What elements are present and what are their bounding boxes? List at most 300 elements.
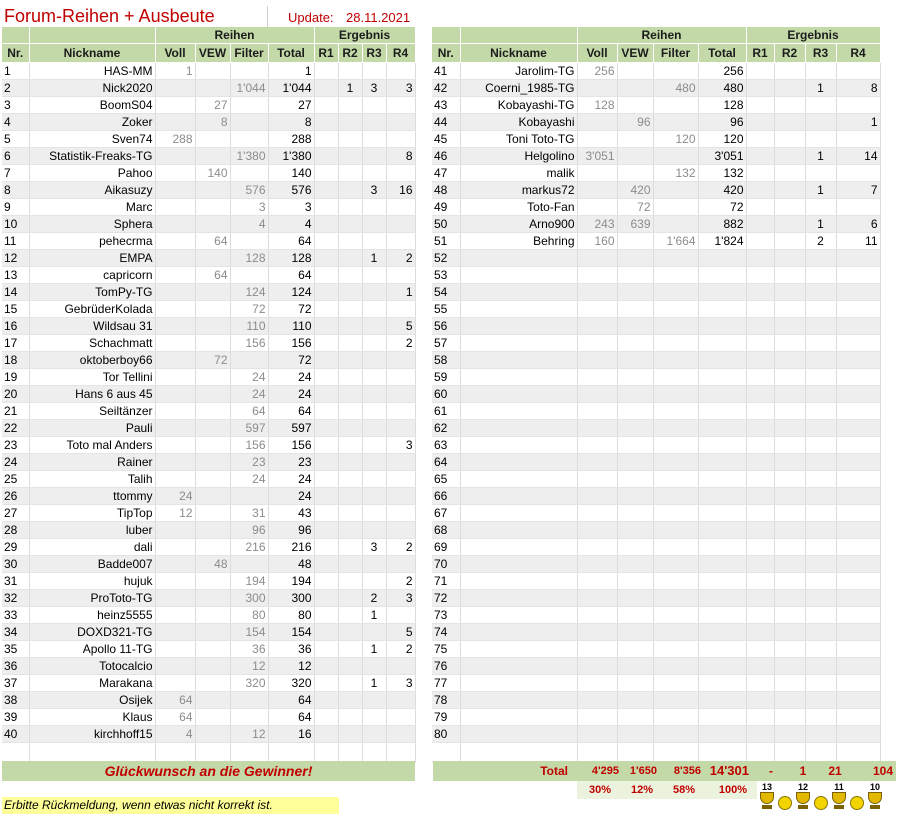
cell-nr: 71 <box>432 573 460 590</box>
cell-voll <box>577 471 617 488</box>
cell-nr: 69 <box>432 539 460 556</box>
cell-r4: 1 <box>386 284 415 301</box>
table-row <box>432 352 880 369</box>
cell-filter <box>653 522 698 539</box>
table-row <box>432 199 880 216</box>
cell-r3 <box>805 692 836 709</box>
cell-r1 <box>746 437 774 454</box>
column-header-nr: Nr. <box>432 44 460 63</box>
cell-nr: 30 <box>2 556 29 573</box>
cell-r3: 3 <box>362 539 386 556</box>
table-row <box>432 471 880 488</box>
cell-r1 <box>746 590 774 607</box>
cell-nick: Schachmatt <box>29 335 155 352</box>
table-row <box>2 556 415 573</box>
cell-nick <box>460 709 577 726</box>
cell-r1 <box>314 607 338 624</box>
cell-r3 <box>362 199 386 216</box>
cell-nick: DOXD321-TG <box>29 624 155 641</box>
table-row <box>432 692 880 709</box>
cell-r1 <box>746 369 774 386</box>
cell-nick: Behring <box>460 233 577 250</box>
cell-nick <box>460 573 577 590</box>
cell-r2 <box>774 182 805 199</box>
cell-r1 <box>314 522 338 539</box>
cell-r3: 3 <box>362 182 386 199</box>
winner-badges <box>758 782 898 814</box>
cell-r4 <box>386 709 415 726</box>
cell-voll <box>155 641 195 658</box>
cell-r1 <box>746 114 774 131</box>
cell-filter <box>653 471 698 488</box>
cell-nick: markus72 <box>460 182 577 199</box>
cell-r2 <box>774 556 805 573</box>
cell-vew <box>195 675 230 692</box>
column-header-nr: Nr. <box>2 44 29 63</box>
cell-nick: Aikasuzy <box>29 182 155 199</box>
cell-filter <box>653 386 698 403</box>
cell-total: 12 <box>268 658 314 675</box>
cell-voll <box>577 658 617 675</box>
cell-filter: 72 <box>230 301 268 318</box>
cell-nr: 18 <box>2 352 29 369</box>
cell-filter <box>230 97 268 114</box>
cell-r2 <box>338 267 362 284</box>
cell-r4 <box>836 97 880 114</box>
cell-nick <box>460 420 577 437</box>
cell-nr: 45 <box>432 131 460 148</box>
cell-nick <box>460 522 577 539</box>
cell-nr: 4 <box>2 114 29 131</box>
cell-r3 <box>362 301 386 318</box>
cell-r3 <box>362 454 386 471</box>
cell-total <box>698 471 746 488</box>
cell-nick <box>460 454 577 471</box>
cell-r4 <box>386 454 415 471</box>
table-row <box>2 165 415 182</box>
cell-nick: BoomS04 <box>29 97 155 114</box>
cell-r4 <box>836 488 880 505</box>
total-vew: 1'650 <box>629 765 657 777</box>
cell-voll <box>577 267 617 284</box>
cell-r1 <box>746 63 774 80</box>
table-row <box>2 692 415 709</box>
cell-r3 <box>362 403 386 420</box>
cell-nr: 1 <box>2 63 29 80</box>
cell-r3 <box>362 471 386 488</box>
cell-vew <box>617 522 653 539</box>
cell-vew <box>617 97 653 114</box>
cell-r4: 1 <box>836 114 880 131</box>
spacer-cell <box>836 743 880 763</box>
cell-r1 <box>314 641 338 658</box>
cell-r4: 8 <box>836 80 880 97</box>
cell-total <box>698 641 746 658</box>
cell-total: 1'044 <box>268 80 314 97</box>
cell-r3 <box>805 709 836 726</box>
cell-vew <box>195 420 230 437</box>
cell-nick: Kobayashi-TG <box>460 97 577 114</box>
cell-total <box>698 573 746 590</box>
cell-r1 <box>314 403 338 420</box>
cell-r1 <box>314 114 338 131</box>
cell-r1 <box>746 607 774 624</box>
cell-r2 <box>774 692 805 709</box>
cell-r2 <box>774 199 805 216</box>
cell-nr: 7 <box>2 165 29 182</box>
cell-nr: 31 <box>2 573 29 590</box>
cell-r1 <box>314 709 338 726</box>
cell-total <box>698 369 746 386</box>
cell-r3 <box>362 437 386 454</box>
cell-voll <box>577 607 617 624</box>
cell-nr: 29 <box>2 539 29 556</box>
cell-r2 <box>338 318 362 335</box>
cell-r4: 5 <box>386 318 415 335</box>
cell-r1 <box>746 284 774 301</box>
cell-r2 <box>774 658 805 675</box>
cell-r3 <box>805 539 836 556</box>
cell-voll: 4 <box>155 726 195 743</box>
cell-nr: 62 <box>432 420 460 437</box>
cell-filter: 128 <box>230 250 268 267</box>
cell-nick <box>460 352 577 369</box>
cell-vew <box>195 284 230 301</box>
cell-r4 <box>836 624 880 641</box>
table-row <box>432 80 880 97</box>
cell-r3 <box>805 250 836 267</box>
header-group-ergebnis: Ergebnis <box>314 27 415 44</box>
cell-r2 <box>338 539 362 556</box>
cell-r1 <box>314 573 338 590</box>
cell-r2: 1 <box>338 80 362 97</box>
cell-r4 <box>386 726 415 743</box>
cell-vew <box>195 692 230 709</box>
cell-filter <box>653 692 698 709</box>
cell-nr: 36 <box>2 658 29 675</box>
cell-filter <box>653 352 698 369</box>
cell-r4 <box>386 505 415 522</box>
cell-r2 <box>774 97 805 114</box>
column-header-filter: Filter <box>230 44 268 63</box>
cell-r4 <box>836 301 880 318</box>
cell-nick: Totocalcio <box>29 658 155 675</box>
cell-filter <box>653 539 698 556</box>
cell-vew <box>617 488 653 505</box>
cell-r4 <box>386 471 415 488</box>
cell-filter <box>230 114 268 131</box>
spacer-cell <box>577 743 617 763</box>
table-row <box>432 403 880 420</box>
cell-total <box>698 318 746 335</box>
cell-total <box>698 352 746 369</box>
cell-total <box>698 590 746 607</box>
cell-r3 <box>362 726 386 743</box>
cell-nr: 79 <box>432 709 460 726</box>
cell-vew: 420 <box>617 182 653 199</box>
cell-r1 <box>314 352 338 369</box>
spacer-cell <box>155 743 195 763</box>
cell-vew <box>195 437 230 454</box>
cell-total <box>698 284 746 301</box>
cell-r4 <box>836 250 880 267</box>
cell-nick <box>460 658 577 675</box>
cell-nr: 66 <box>432 488 460 505</box>
table-row <box>2 148 415 165</box>
cell-r4 <box>836 335 880 352</box>
cell-r3 <box>362 624 386 641</box>
cell-nr: 5 <box>2 131 29 148</box>
cell-filter <box>230 488 268 505</box>
cell-vew <box>617 590 653 607</box>
cell-filter <box>230 63 268 80</box>
cell-filter <box>230 233 268 250</box>
cell-voll <box>155 335 195 352</box>
feedback-note: Erbitte Rückmeldung, wenn etwas nicht korrekt ist. <box>2 797 339 814</box>
table-row <box>2 131 415 148</box>
cell-r4 <box>386 386 415 403</box>
cell-r3: 3 <box>362 80 386 97</box>
cell-vew <box>617 658 653 675</box>
cell-filter: 24 <box>230 386 268 403</box>
cell-r2 <box>338 726 362 743</box>
cell-r3: 1 <box>805 148 836 165</box>
pct-voll: 30% <box>588 784 611 796</box>
cell-r4 <box>386 488 415 505</box>
cell-nick: EMPA <box>29 250 155 267</box>
cell-r1 <box>746 165 774 182</box>
cell-voll <box>155 590 195 607</box>
cell-voll <box>155 454 195 471</box>
table-row <box>432 454 880 471</box>
cell-r3 <box>805 386 836 403</box>
header-group-reihen: Reihen <box>577 27 746 44</box>
cell-vew <box>195 369 230 386</box>
header-group-reihen: Reihen <box>155 27 314 44</box>
cell-voll <box>577 114 617 131</box>
cell-filter <box>230 352 268 369</box>
cell-r4 <box>836 692 880 709</box>
cell-voll <box>155 539 195 556</box>
table-row <box>432 437 880 454</box>
cell-r1 <box>314 420 338 437</box>
cell-filter: 154 <box>230 624 268 641</box>
cell-filter <box>230 692 268 709</box>
table-row <box>2 80 415 97</box>
cell-voll <box>577 386 617 403</box>
table-row <box>2 454 415 471</box>
table-row <box>432 267 880 284</box>
column-header-r2: R2 <box>338 44 362 63</box>
cell-r2 <box>774 335 805 352</box>
cell-filter <box>653 454 698 471</box>
cell-r3 <box>805 267 836 284</box>
cell-filter <box>653 369 698 386</box>
cell-nick: ProToto-TG <box>29 590 155 607</box>
cell-nr: 75 <box>432 641 460 658</box>
cell-voll <box>577 488 617 505</box>
cell-nr: 64 <box>432 454 460 471</box>
cell-r2 <box>774 284 805 301</box>
cell-total <box>698 267 746 284</box>
cell-r1 <box>746 488 774 505</box>
cell-r1 <box>746 182 774 199</box>
table-row <box>2 335 415 352</box>
cell-voll <box>155 386 195 403</box>
cell-total <box>698 522 746 539</box>
cell-total: 96 <box>698 114 746 131</box>
cell-filter <box>653 97 698 114</box>
table-row <box>432 573 880 590</box>
table-row <box>2 352 415 369</box>
cell-r2 <box>338 573 362 590</box>
cell-voll <box>577 539 617 556</box>
cell-nick <box>460 726 577 743</box>
cell-nr: 46 <box>432 148 460 165</box>
column-header-nickname: Nickname <box>460 44 577 63</box>
cell-r2 <box>338 692 362 709</box>
cell-r3 <box>805 590 836 607</box>
cell-r4: 14 <box>836 148 880 165</box>
cell-r2 <box>774 386 805 403</box>
cell-nr: 35 <box>2 641 29 658</box>
cell-vew <box>617 437 653 454</box>
cell-r3 <box>362 369 386 386</box>
column-header-r1: R1 <box>314 44 338 63</box>
cell-voll <box>155 284 195 301</box>
cell-vew <box>195 539 230 556</box>
cell-r2 <box>774 709 805 726</box>
cell-nr: 14 <box>2 284 29 301</box>
trophy-label: 11 <box>834 782 844 792</box>
cell-r1 <box>314 539 338 556</box>
table-row <box>2 386 415 403</box>
cell-total: 120 <box>698 131 746 148</box>
table-row <box>2 301 415 318</box>
cell-nr: 72 <box>432 590 460 607</box>
cell-r4 <box>386 63 415 80</box>
cell-filter <box>653 216 698 233</box>
cell-r2 <box>774 437 805 454</box>
cell-filter <box>653 624 698 641</box>
cell-total <box>698 454 746 471</box>
cell-r1 <box>746 148 774 165</box>
column-header-vew: VEW <box>617 44 653 63</box>
cell-nick: heinz5555 <box>29 607 155 624</box>
cell-r1 <box>746 522 774 539</box>
cell-voll <box>577 641 617 658</box>
cell-vew: 8 <box>195 114 230 131</box>
cell-r3 <box>805 97 836 114</box>
header-blank <box>432 27 460 44</box>
cell-r1 <box>746 131 774 148</box>
cell-filter <box>653 488 698 505</box>
table-row <box>2 267 415 284</box>
table-row <box>2 488 415 505</box>
cell-r2 <box>338 301 362 318</box>
cell-total: 1'380 <box>268 148 314 165</box>
cell-r3 <box>805 437 836 454</box>
cell-r3: 1 <box>805 182 836 199</box>
cell-voll <box>155 556 195 573</box>
cell-filter <box>653 675 698 692</box>
cell-total <box>698 386 746 403</box>
cell-r3 <box>362 556 386 573</box>
cell-nick: Osijek <box>29 692 155 709</box>
spacer-cell <box>195 743 230 763</box>
cell-r3 <box>805 63 836 80</box>
column-header-total: Total <box>268 44 314 63</box>
cell-voll: 1 <box>155 63 195 80</box>
cell-r1 <box>746 352 774 369</box>
cell-r4 <box>386 97 415 114</box>
table-row <box>2 590 415 607</box>
cell-r2 <box>338 369 362 386</box>
cell-voll <box>155 624 195 641</box>
cell-r3 <box>805 607 836 624</box>
cell-r4 <box>836 607 880 624</box>
total-voll: 4'295 <box>591 765 619 777</box>
cell-nick: oktoberboy66 <box>29 352 155 369</box>
cell-nick: Pahoo <box>29 165 155 182</box>
cell-r2 <box>774 726 805 743</box>
cell-voll <box>577 437 617 454</box>
column-header-r4: R4 <box>836 44 880 63</box>
cell-r2 <box>338 556 362 573</box>
cell-nick: Zoker <box>29 114 155 131</box>
cell-voll <box>155 148 195 165</box>
cell-total: 80 <box>268 607 314 624</box>
cell-filter: 3 <box>230 199 268 216</box>
cell-nick: HAS-MM <box>29 63 155 80</box>
cell-nr: 48 <box>432 182 460 199</box>
pct-filter: 58% <box>672 784 695 796</box>
table-row <box>432 97 880 114</box>
cell-r1 <box>314 386 338 403</box>
cell-vew: 96 <box>617 114 653 131</box>
column-header-r3: R3 <box>805 44 836 63</box>
cell-total: 64 <box>268 403 314 420</box>
cell-vew <box>195 624 230 641</box>
cell-r4 <box>836 386 880 403</box>
cell-vew <box>617 709 653 726</box>
cell-voll <box>155 199 195 216</box>
cell-r2 <box>774 641 805 658</box>
cell-vew <box>617 352 653 369</box>
cell-r2 <box>338 63 362 80</box>
cell-nick: ttommy <box>29 488 155 505</box>
cell-total: 300 <box>268 590 314 607</box>
total-r4: 104 <box>872 764 893 778</box>
cell-r3 <box>362 505 386 522</box>
update-date: 28.11.2021 <box>346 10 411 25</box>
cell-r3 <box>805 488 836 505</box>
cell-total: 72 <box>268 352 314 369</box>
cell-nick: Coerni_1985-TG <box>460 80 577 97</box>
cell-total: 64 <box>268 692 314 709</box>
cell-total: 24 <box>268 471 314 488</box>
cell-nick: pehecrma <box>29 233 155 250</box>
table-row <box>432 131 880 148</box>
cell-r3 <box>805 403 836 420</box>
cell-r4 <box>836 352 880 369</box>
cell-r3 <box>362 420 386 437</box>
cell-r1 <box>314 624 338 641</box>
cell-r2 <box>338 437 362 454</box>
cell-r4 <box>836 726 880 743</box>
cell-r4: 11 <box>836 233 880 250</box>
cell-filter: 24 <box>230 471 268 488</box>
